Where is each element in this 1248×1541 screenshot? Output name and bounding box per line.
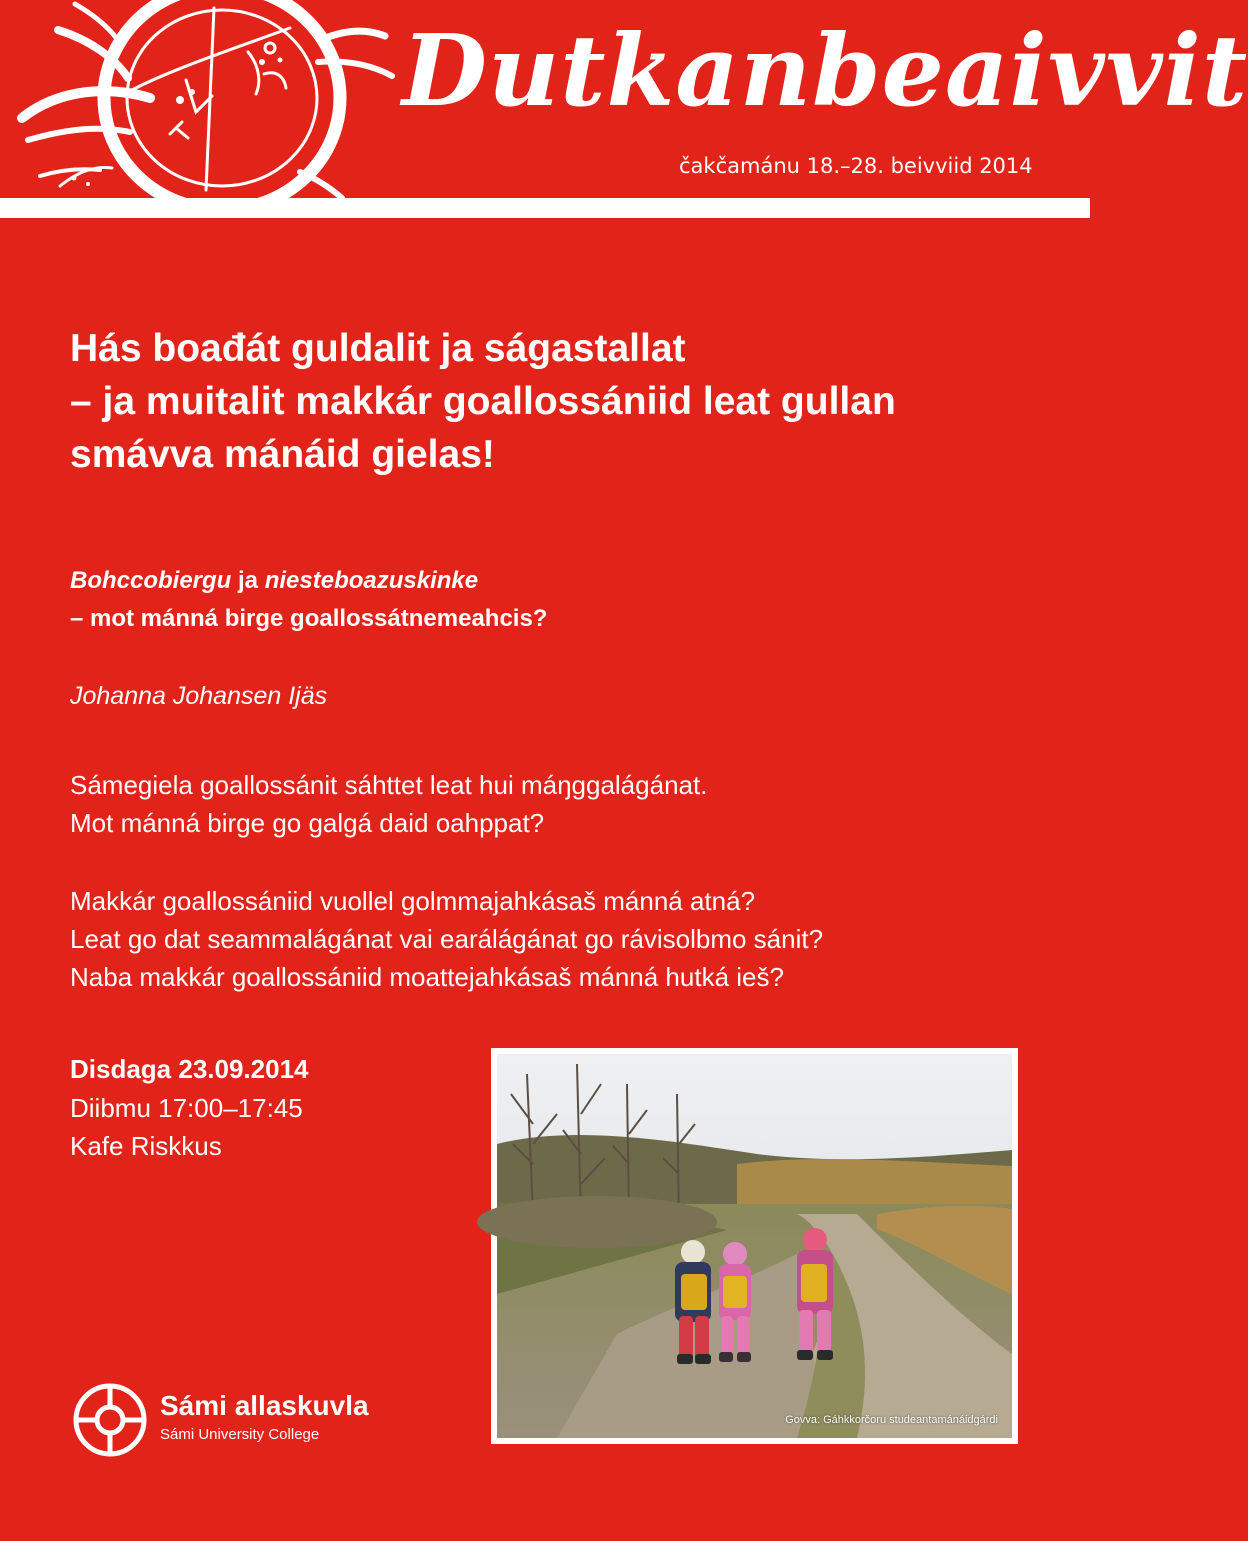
logo-name: Sámi allaskuvla	[160, 1390, 369, 1421]
event-details	[70, 1050, 309, 1166]
photo-frame	[491, 1048, 1018, 1444]
body-line: Leat go dat seammalágánat vai earálágánat go rávisolbmo sánit?	[70, 924, 824, 954]
header-divider	[0, 198, 1090, 218]
body-line: Makkár goallossániid vuollel golmmajahkásaš mánná atná?	[70, 886, 756, 916]
talk-title-line: – mot mánná birge goallossátnemeahcis?	[70, 605, 548, 632]
body-line: Sámegiela goallossánit sáhttet leat hui máŋggalágánat.	[70, 770, 708, 800]
body-paragraph	[70, 882, 1050, 996]
speaker-name: Johanna Johansen Ijäs	[70, 682, 328, 710]
photo-children-walking	[497, 1054, 1012, 1438]
sun-emblem-icon	[0, 0, 400, 198]
event-time: Diibmu 17:00–17:45	[70, 1092, 303, 1123]
body-line: Naba makkár goallossániid moattejahkásaš mánná hutká ieš?	[70, 962, 784, 992]
talk-title-line	[70, 562, 970, 600]
talk-title-joiner: ja	[231, 567, 265, 594]
header	[0, 0, 1248, 198]
brand-title: Dutkanbeaivvit	[402, 14, 1248, 129]
event-date: Disdaga 23.09.2014	[70, 1054, 309, 1084]
body-line: Mot mánná birge go galgá daid oahppat?	[70, 808, 545, 838]
event-place: Kafe Riskkus	[70, 1131, 222, 1161]
sami-allaskuvla-logo-icon	[72, 1382, 148, 1458]
headline-line: Hás boađát guldalit ja ságastallat	[70, 327, 686, 370]
body-paragraph	[70, 766, 1050, 842]
photo-credit: Govva: Gáhkkorčoru studeantamánáidgárdi	[785, 1414, 998, 1426]
headline-line: smávva mánáid gielas!	[70, 433, 495, 476]
talk-title	[70, 562, 970, 638]
page-title	[70, 322, 1050, 481]
talk-title-term: niesteboazuskinke	[264, 567, 479, 594]
logo-subtitle: Sámi University College	[160, 1426, 320, 1443]
talk-title-term: Bohccobiergu	[70, 567, 232, 594]
institution-logo	[72, 1382, 392, 1454]
headline-line: – ja muitalit makkár goallossániid leat gullan	[70, 380, 896, 423]
event-dates: čakčamánu 18.–28. beivviid 2014	[679, 154, 1033, 178]
